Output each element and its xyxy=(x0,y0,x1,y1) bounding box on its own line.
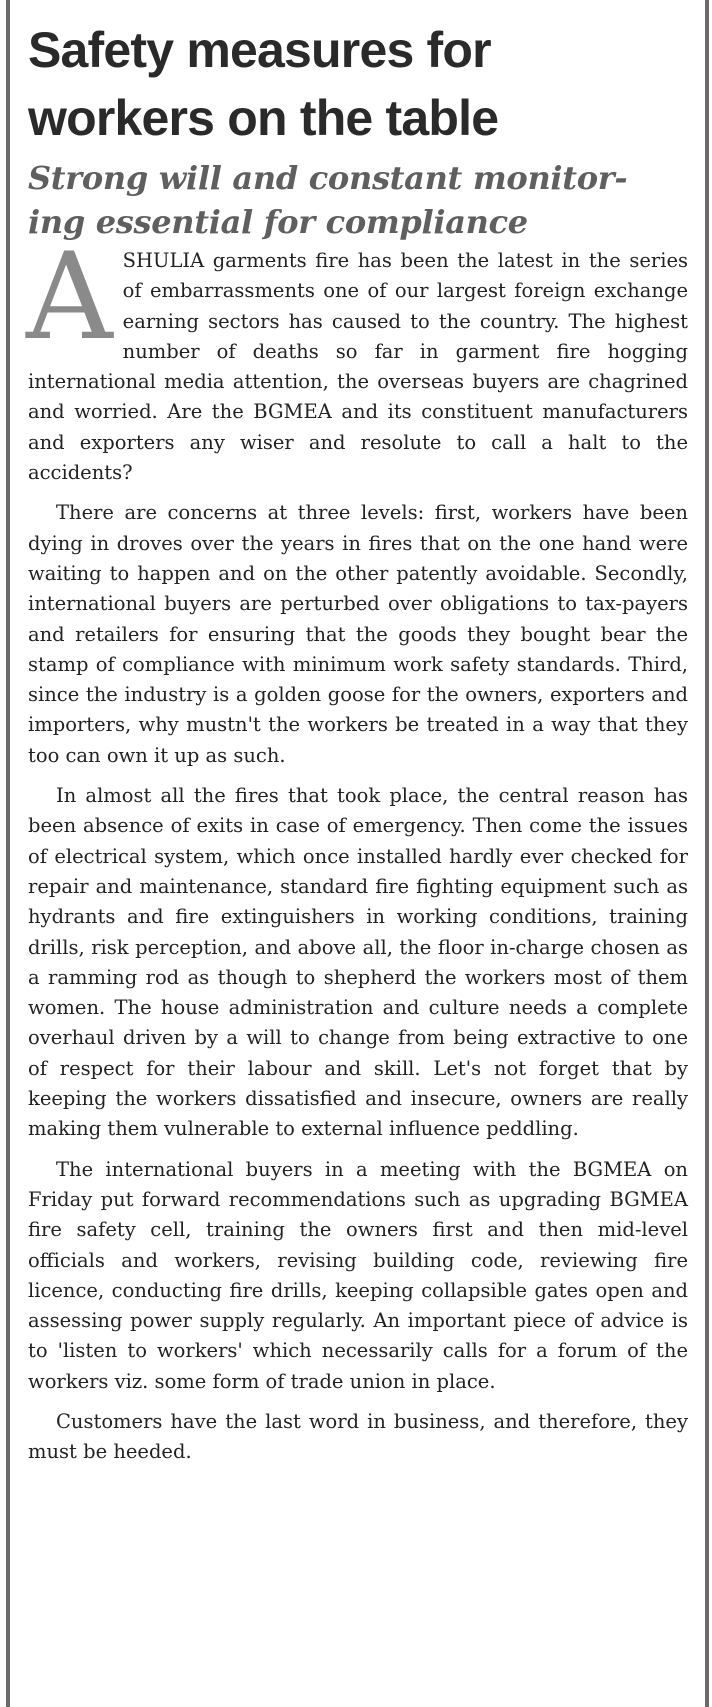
paragraph-3: In almost all the fires that took place, the central reason has been absence of exits in case of emergency. Then come the issues of electrical system, which once installed hardly ever checked for repair and maintenance, standard fire fighting equipment such as hydrants and fire extinguishers in working conditions, training drills, risk perception, and above all, the floor in-charge chosen as a ramming rod as though to shepherd the workers most of them women. The house administration and culture needs a complete overhaul driven by a will to change from being extractive to one of respect for their labour and skill. Let's not forget that by keeping the workers dissatisfied and insecure, owners are really making them vulnerable to external influence peddling. xyxy=(28,784,688,1141)
paragraph-2: There are concerns at three levels: first, workers have been dying in droves over the years in fires that on the one hand were waiting to happen and on the other patently avoidable. Secondly, international buyers are perturbed over obligations to tax-payers and retailers for ensuring that the goods they bought bear the stamp of compliance with minimum work safety standards. Third, since the industry is a golden goose for the owners, exporters and importers, why mustn't the workers be treated in a way that they too can own it up as such. xyxy=(28,501,688,767)
drop-cap: A xyxy=(26,228,113,367)
editorial-article xyxy=(28,0,688,1478)
article-body xyxy=(26,228,688,1468)
paragraph-5: Customers have the last word in business, and therefore, they must be heeded. xyxy=(28,1409,688,1464)
subheadline xyxy=(28,156,688,244)
right-border-rule xyxy=(705,0,709,1707)
headline xyxy=(28,0,688,152)
paragraph-4: The international buyers in a meeting with the BGMEA on Friday put forward recommendations such as upgrading BGMEA fire safety cell, training the owners first and then mid-level officials and workers, revising building code, reviewing fire licence, conducting fire drills, keeping collapsible gates open and assessing power supply regularly. An important piece of advice is to 'listen to workers' which necessarily calls for a forum of the workers viz. some form of trade union in place. xyxy=(28,1157,688,1393)
headline-line-1: Safety measures for xyxy=(28,22,491,78)
headline-line-2: workers on the table xyxy=(28,90,499,146)
subheadline-line-2: ing essential for compliance xyxy=(28,203,528,241)
paragraph-1-text: SHULIA garments fire has been the latest in the series of embarrassments one of our largest foreign exchange earning sectors has caused to the country. The highest number of deaths so far in garment fire hogging international media attention, the overseas buyers are chagrined and worried. Are the BGMEA and its constituent manufacturers and exporters any wiser and resolute to call a halt to the accidents? xyxy=(28,249,688,485)
subheadline-line-1: Strong will and constant monitor- xyxy=(28,159,628,197)
left-border-rule xyxy=(6,0,10,1707)
paragraph-1 xyxy=(26,228,688,488)
